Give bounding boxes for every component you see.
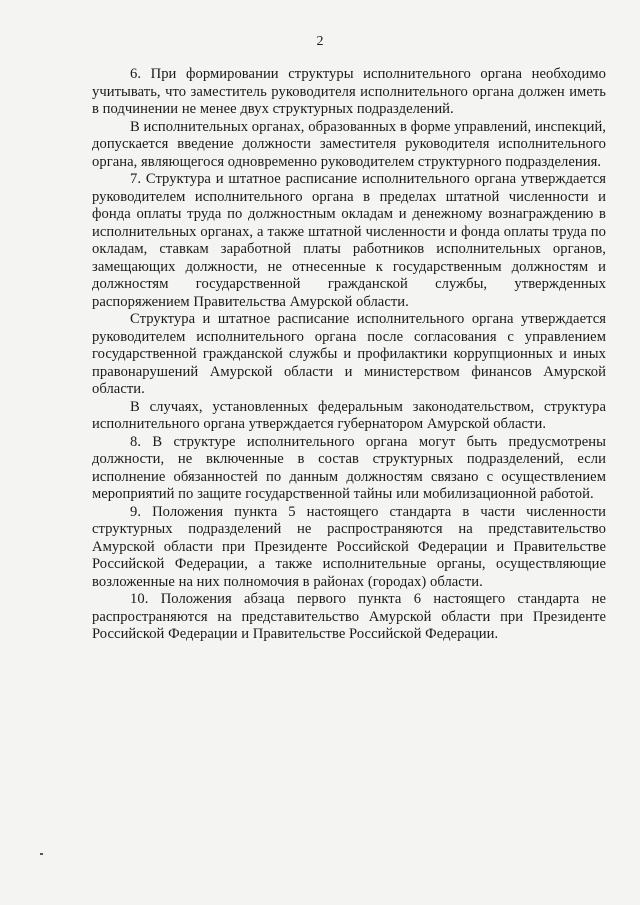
paragraph-8: 8. В структуре исполнительного органа могут быть предусмотрены должности, не включенные в состав структурных подразделений, если исполнение обязанностей по данным должностям связано с осуществлением мероприятий по защите государственной тайны или мобилизационной работой.: [92, 433, 606, 502]
paragraph-6: 6. При формировании структуры исполнительного органа необходимо учитывать, что заместитель руководителя исполнительного органа должен иметь в подчинении не менее двух структурных подразделений.: [92, 66, 606, 117]
page-number: 2: [316, 34, 324, 49]
document-body: [92, 66, 606, 644]
paragraph-7-federal: В случаях, установленных федеральным законодательством, структура исполнительного органа утверждается губернатором Амурской области.: [92, 398, 606, 432]
paragraph-9: 9. Положения пункта 5 настоящего стандарта в части численности структурных подразделений не распространяются на представительство Амурской области при Президенте Российской Федерации и Правительстве Российской Федерации, а также исполнительные органы, осуществляющие возложенные на них полномочия в районах (городах) области.: [92, 503, 606, 590]
paragraph-7: 7. Структура и штатное расписание исполнительного органа утверждается руководителем исполнительного органа в пределах штатной численности и фонда оплаты труда по должностным окладам и денежному вознаграждению в исполнительных органах, а также штатной численности и фонда оплаты труда по окладам, ставкам заработной платы работников исполнительных органов, замещающих должности, не отнесенные к государственным должностям и должностям государственной гражданской службы, утвержденных распоряжением Правительства Амурской области.: [92, 171, 606, 310]
paragraph-7-approval: Структура и штатное расписание исполнительного органа утверждается руководителем исполнительного органа после согласования с управлением государственной гражданской службы и профилактики коррупционных и иных правонарушений Амурской области и министерством финансов Амурской области.: [92, 311, 606, 397]
paragraph-10: 10. Положения абзаца первого пункта 6 настоящего стандарта не распространяются на представительство Амурской области при Президенте Российской Федерации и Правительстве Российской Федерации.: [92, 591, 606, 642]
paragraph-6-inspections: В исполнительных органах, образованных в форме управлений, инспекций, допускается введение должности заместителя руководителя исполнительного органа, являющегося одновременно руководителем структурного подразделения.: [92, 118, 606, 170]
scan-speck: [40, 853, 43, 855]
